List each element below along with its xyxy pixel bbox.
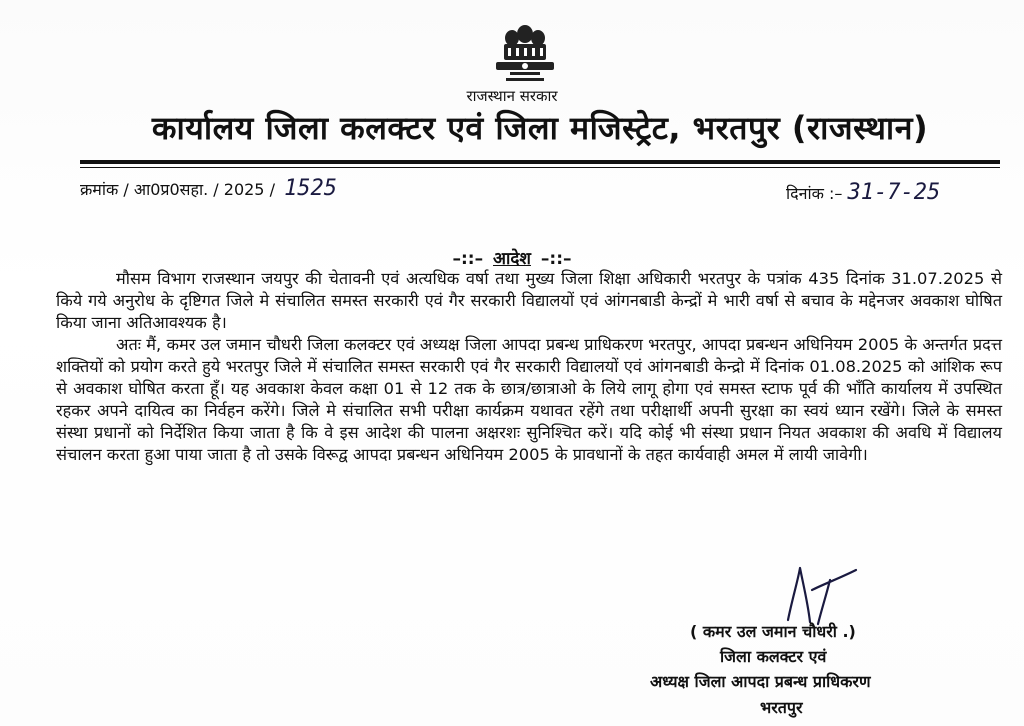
reference-number: 1525 <box>284 176 338 201</box>
reference-line <box>80 176 337 201</box>
signatory-designation-1: जिला कलक्टर एवं <box>720 647 827 666</box>
date-value: 31-7-25 <box>847 180 941 205</box>
heading-right-ornament: –::– <box>540 249 572 269</box>
order-heading <box>0 246 1024 269</box>
government-name: राजस्थान सरकार <box>466 87 558 105</box>
header-divider-thick <box>80 160 1000 164</box>
paragraph-1: मौसम विभाग राजस्थान जयपुर की चेतावनी एवं अत्यधिक वर्षा तथा मुख्य जिला शिक्षा अधिकारी भरतपुर के पत्रांक 435 दिनांक 31.07.2025 से किये गये अनुरोध के दृष्टिगत जिले मे संचालित समस्त सरकारी एवं गैर सरकारी विद्यालयों एवं आंगनबाडी केन्द्रों मे भारी वर्षा से बचाव के मद्देनजर अवकाश घोषित किया जाना अतिआवश्यक है। <box>56 269 1002 332</box>
order-body <box>56 268 1002 466</box>
order-title: आदेश <box>493 249 531 269</box>
date-label: दिनांक :– <box>786 184 843 203</box>
signatory-designation-2: अध्यक्ष जिला आपदा प्रबन्ध प्राधिकरण <box>650 672 871 691</box>
header-divider-thin <box>80 167 1000 168</box>
office-title: कार्यालय जिला कलक्टर एवं जिला मजिस्ट्रेट, भरतपुर (राजस्थान) <box>151 109 929 147</box>
state-emblem-icon <box>488 22 562 88</box>
reference-label: क्रमांक / आ0प्र0सहा. / 2025 / <box>80 180 275 199</box>
date-line <box>786 180 940 205</box>
paragraph-2: अतः मैं, कमर उल जमान चौधरी जिला कलक्टर एवं अध्यक्ष जिला आपदा प्रबन्ध प्राधिकरण भरतपुर, आपदा प्रबन्धन अधिनियम 2005 के अन्तर्गत प्रदत्त शक्तियों को प्रयोग करते हुये भरतपुर जिले में संचालित समस्त सरकारी एवं गैर सरकारी विद्यालयों एवं आंगनबाडी केन्द्रो में दिनांक 01.08.2025 को आंशिक रूप से अवकाश घोषित करता हूँ। यह अवकाश केवल कक्षा 01 से 12 तक के छात्र/छात्राओ के लिये लागू होगा एवं समस्त स्टाफ पूर्व की भाँति कार्यालय में उपस्थित रहकर अपने दायित्व का निर्वहन करेंगे। जिले मे संचालित सभी परीक्षा कार्यक्रम यथावत रहेंगे तथा परीक्षार्थी अपनी सुरक्षा का स्वयं ध्यान रखेंगे। जिले के समस्त संस्था प्रधानों को निर्देशित किया जाता है कि वे इस आदेश की पालना अक्षरशः सुनिश्चित करें। यदि कोई भी संस्था प्रधान नियत अवकाश की अवधि में विद्यालय संचालन करता हुआ पाया जाता है तो उसके विरूद्व आपदा प्रबन्धन अधिनियम 2005 के प्रावधानों के तहत कार्यवाही अमल में लायी जावेगी। <box>56 335 1002 464</box>
signatory-name: ( कमर उल जमान चौधरी .) <box>690 622 856 641</box>
signatory-place: भरतपुर <box>760 698 803 717</box>
heading-left-ornament: –::– <box>452 249 484 269</box>
